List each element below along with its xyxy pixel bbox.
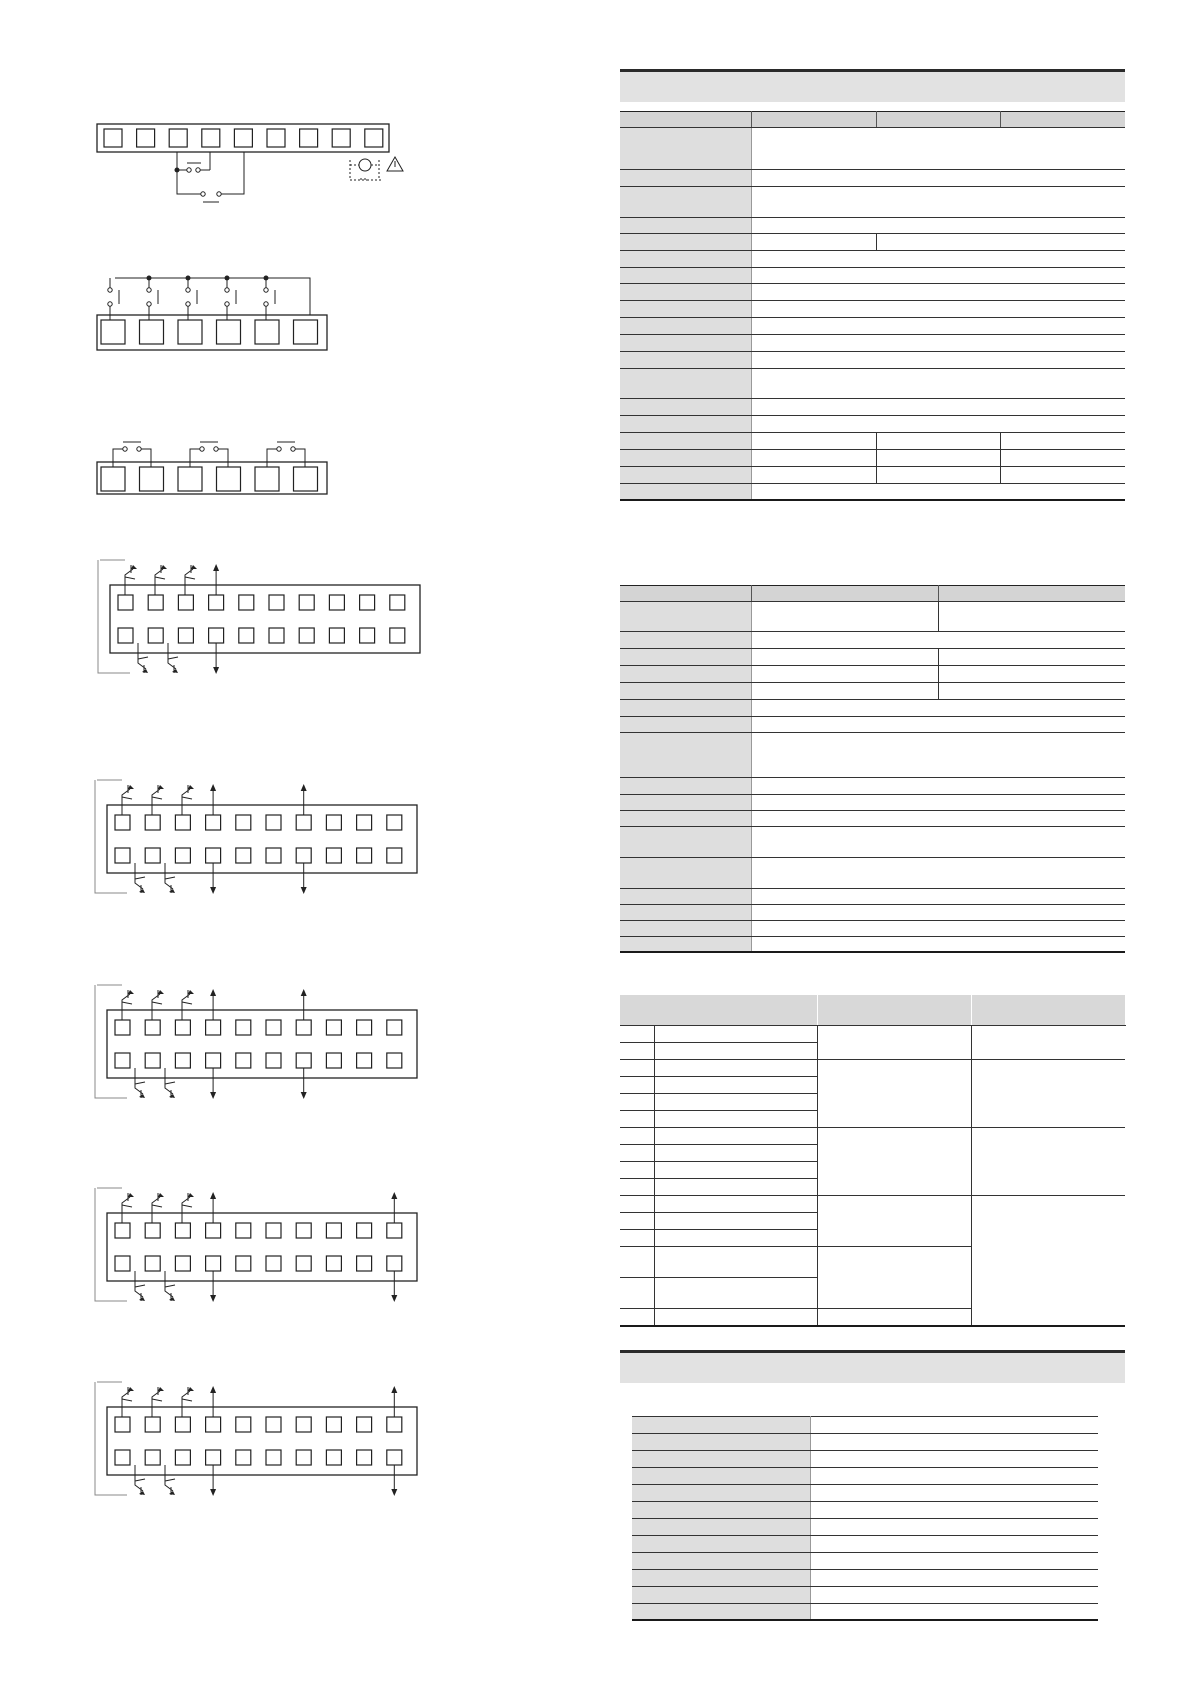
- terminal: [255, 467, 279, 491]
- terminal: [296, 1417, 311, 1432]
- terminal: [178, 467, 202, 491]
- diagram-io-connector-4: [92, 1183, 422, 1308]
- relay-contact: [186, 276, 198, 321]
- transistor: [122, 785, 134, 815]
- table-row: [620, 1128, 1125, 1145]
- section-header-environment: [620, 1350, 1125, 1383]
- diagram-power-input-wiring: [95, 120, 415, 210]
- terminal: [175, 1450, 190, 1465]
- transistor: [122, 990, 134, 1020]
- terminal: [365, 129, 383, 147]
- terminal: [326, 1020, 341, 1035]
- transistor: [165, 1465, 175, 1495]
- relay-contact: [264, 276, 276, 321]
- terminal: [115, 1256, 130, 1271]
- transistor: [165, 1271, 175, 1301]
- table-row: [620, 1196, 1125, 1213]
- terminal: [266, 848, 281, 863]
- terminal: [145, 1020, 160, 1035]
- transistor: [138, 643, 148, 673]
- diagram-io-connector-3: [92, 980, 422, 1105]
- terminal: [115, 1053, 130, 1068]
- terminal: [145, 1450, 160, 1465]
- terminal: [267, 129, 285, 147]
- terminal: [115, 1450, 130, 1465]
- terminal: [357, 815, 372, 830]
- terminal: [387, 815, 402, 830]
- terminal: [115, 1417, 130, 1432]
- table-row: [620, 318, 1125, 335]
- table-row: [620, 369, 1125, 399]
- table-row: [632, 1434, 1098, 1451]
- push-switch: [113, 442, 151, 467]
- relay-contact: [108, 278, 119, 320]
- terminal: [175, 1020, 190, 1035]
- table-row: [620, 218, 1125, 234]
- table-header-row: [620, 995, 1125, 1026]
- spec-table-1: [620, 111, 1125, 501]
- table-row: [620, 450, 1125, 467]
- diagram-io-connector-1: [95, 555, 425, 680]
- terminal: [357, 1053, 372, 1068]
- terminal: [326, 1417, 341, 1432]
- terminal: [266, 1020, 281, 1035]
- terminal: [299, 595, 314, 610]
- terminal: [175, 1223, 190, 1238]
- table-row: [620, 602, 1125, 632]
- terminal: [209, 595, 224, 610]
- terminal: [326, 1223, 341, 1238]
- motor-symbol: [350, 159, 381, 180]
- terminal: [217, 467, 241, 491]
- terminal: [140, 467, 164, 491]
- table-row: [620, 467, 1125, 484]
- terminal: [236, 815, 251, 830]
- table-row: [620, 128, 1125, 170]
- terminal: [357, 1256, 372, 1271]
- table-row: [620, 778, 1125, 795]
- terminal: [296, 1450, 311, 1465]
- switch-contact: [201, 192, 221, 202]
- signal-arrow: [213, 564, 219, 674]
- table-row: [620, 905, 1125, 921]
- terminal: [296, 1053, 311, 1068]
- table-row: [620, 301, 1125, 318]
- terminal: [296, 815, 311, 830]
- transistor: [135, 1271, 145, 1301]
- terminal: [175, 815, 190, 830]
- terminal: [296, 848, 311, 863]
- table-row: [632, 1468, 1098, 1485]
- terminal: [115, 815, 130, 830]
- terminal: [236, 1223, 251, 1238]
- terminal: [145, 1223, 160, 1238]
- terminal: [387, 1053, 402, 1068]
- table-row: [620, 666, 1125, 683]
- signal-arrow: [210, 1386, 216, 1496]
- terminal: [239, 628, 254, 643]
- diagram-io-connector-2: [92, 775, 422, 900]
- transistor: [182, 1193, 194, 1223]
- terminal: [294, 320, 318, 344]
- table-row: [620, 416, 1125, 433]
- transistor: [185, 565, 197, 595]
- terminal: [332, 129, 350, 147]
- signal-arrow: [210, 784, 216, 894]
- terminal: [236, 1450, 251, 1465]
- transistor: [152, 1193, 164, 1223]
- table-row: [632, 1604, 1098, 1620]
- table-row: [620, 251, 1125, 268]
- terminal: [326, 1450, 341, 1465]
- table-row: [620, 632, 1125, 649]
- transistor: [135, 1068, 145, 1098]
- transistor: [182, 1387, 194, 1417]
- terminal: [387, 848, 402, 863]
- signal-arrow: [210, 989, 216, 1099]
- table-row: [620, 700, 1125, 717]
- transistor: [165, 863, 175, 893]
- table-row: [620, 352, 1125, 369]
- table-row: [620, 827, 1125, 858]
- terminal: [178, 320, 202, 344]
- table-row: [620, 811, 1125, 827]
- terminal: [266, 1223, 281, 1238]
- diagram-io-connector-5: [92, 1377, 422, 1502]
- warning-triangle: [387, 157, 403, 171]
- transistor: [135, 863, 145, 893]
- terminal: [175, 1256, 190, 1271]
- terminal: [299, 628, 314, 643]
- terminal: [178, 628, 193, 643]
- terminal: [387, 1450, 402, 1465]
- terminal: [266, 1053, 281, 1068]
- terminal: [148, 628, 163, 643]
- table-header-row: [620, 112, 1125, 128]
- terminal: [175, 1417, 190, 1432]
- table-row: [632, 1485, 1098, 1502]
- terminal: [118, 628, 133, 643]
- transistor: [122, 1387, 134, 1417]
- signal-arrow: [301, 784, 307, 894]
- terminal: [148, 595, 163, 610]
- table-row: [632, 1536, 1098, 1553]
- terminal: [234, 129, 252, 147]
- spec-table-3: [632, 1416, 1098, 1621]
- terminal: [266, 1417, 281, 1432]
- transistor: [135, 1465, 145, 1495]
- terminal: [236, 1256, 251, 1271]
- terminal: [296, 1223, 311, 1238]
- terminal: [206, 1020, 221, 1035]
- table-row: [632, 1553, 1098, 1570]
- table-row: [620, 187, 1125, 218]
- terminal: [145, 1417, 160, 1432]
- terminal: [115, 848, 130, 863]
- terminal: [206, 848, 221, 863]
- table-row: [620, 921, 1125, 937]
- terminal: [326, 1256, 341, 1271]
- terminal: [326, 815, 341, 830]
- table-row: [620, 717, 1125, 733]
- table-row: [620, 284, 1125, 301]
- table-row: [620, 937, 1125, 952]
- terminal: [357, 1417, 372, 1432]
- transistor: [155, 565, 167, 595]
- terminal: [104, 129, 122, 147]
- table-row: [632, 1519, 1098, 1536]
- spec-table-2: [620, 585, 1125, 953]
- table-row: [620, 234, 1125, 251]
- table-row: [632, 1502, 1098, 1519]
- transistor: [165, 1068, 175, 1098]
- terminal: [145, 848, 160, 863]
- terminal: [206, 1256, 221, 1271]
- terminal: [357, 1020, 372, 1035]
- terminal: [360, 628, 375, 643]
- signal-arrow: [391, 1192, 397, 1302]
- terminal: [236, 848, 251, 863]
- transistor: [152, 785, 164, 815]
- transistor: [125, 565, 137, 595]
- table-row: [620, 1060, 1125, 1077]
- signal-arrow: [391, 1386, 397, 1496]
- switch-contact: [187, 163, 201, 172]
- terminal: [326, 1053, 341, 1068]
- terminal: [206, 1223, 221, 1238]
- terminal: [206, 1053, 221, 1068]
- relay-contact: [225, 276, 237, 321]
- terminal: [178, 595, 193, 610]
- signal-arrow: [210, 1192, 216, 1302]
- terminal: [300, 129, 318, 147]
- terminal-table: [620, 995, 1126, 1327]
- terminal: [266, 1450, 281, 1465]
- transistor: [168, 643, 178, 673]
- terminal: [390, 595, 405, 610]
- terminal: [206, 815, 221, 830]
- terminal: [169, 129, 187, 147]
- terminal: [329, 628, 344, 643]
- terminal: [145, 815, 160, 830]
- diagram-relay-output-wiring: [95, 270, 335, 360]
- table-row: [632, 1417, 1098, 1434]
- transistor: [122, 1193, 134, 1223]
- transistor: [182, 785, 194, 815]
- terminal: [236, 1020, 251, 1035]
- terminal: [236, 1053, 251, 1068]
- terminal: [294, 467, 318, 491]
- transistor: [152, 990, 164, 1020]
- terminal: [206, 1417, 221, 1432]
- table-row: [620, 170, 1125, 187]
- table-row: [620, 268, 1125, 284]
- terminal: [390, 628, 405, 643]
- terminal: [118, 595, 133, 610]
- terminal: [360, 595, 375, 610]
- terminal: [329, 595, 344, 610]
- terminal: [239, 595, 254, 610]
- table-row: [620, 858, 1125, 889]
- table-row: [620, 649, 1125, 666]
- terminal: [296, 1020, 311, 1035]
- diagram-digital-input-wiring: [95, 437, 335, 497]
- terminal: [387, 1417, 402, 1432]
- transistor: [152, 1387, 164, 1417]
- table-row: [632, 1570, 1098, 1587]
- table-row: [620, 683, 1125, 700]
- terminal: [357, 1223, 372, 1238]
- table-row: [620, 433, 1125, 450]
- push-switch: [267, 442, 305, 467]
- terminal: [269, 595, 284, 610]
- terminal: [101, 467, 125, 491]
- terminal: [140, 320, 164, 344]
- signal-arrow: [301, 989, 307, 1099]
- table-row: [620, 335, 1125, 352]
- terminal: [269, 628, 284, 643]
- terminal: [175, 848, 190, 863]
- terminal: [115, 1223, 130, 1238]
- table-row: [620, 795, 1125, 811]
- terminal: [236, 1417, 251, 1432]
- transistor: [182, 990, 194, 1020]
- terminal: [255, 320, 279, 344]
- table-header-row: [620, 586, 1125, 602]
- terminal: [387, 1256, 402, 1271]
- terminal: [101, 320, 125, 344]
- relay-contact: [147, 276, 159, 321]
- terminal: [357, 1450, 372, 1465]
- terminal: [202, 129, 220, 147]
- table-row: [620, 399, 1125, 416]
- table-row: [632, 1451, 1098, 1468]
- terminal: [357, 848, 372, 863]
- table-row: [620, 889, 1125, 905]
- terminal: [209, 628, 224, 643]
- terminal: [145, 1053, 160, 1068]
- table-row: [620, 1026, 1125, 1043]
- table-row: [620, 733, 1125, 778]
- terminal: [387, 1020, 402, 1035]
- terminal: [266, 815, 281, 830]
- push-switch: [190, 442, 228, 467]
- terminal: [175, 1053, 190, 1068]
- terminal: [115, 1020, 130, 1035]
- terminal: [217, 320, 241, 344]
- terminal: [206, 1450, 221, 1465]
- terminal: [137, 129, 155, 147]
- terminal: [387, 1223, 402, 1238]
- terminal: [296, 1256, 311, 1271]
- section-header-specifications: [620, 69, 1125, 102]
- terminal: [326, 848, 341, 863]
- terminal: [145, 1256, 160, 1271]
- terminal: [266, 1256, 281, 1271]
- table-row: [620, 484, 1125, 500]
- table-row: [632, 1587, 1098, 1604]
